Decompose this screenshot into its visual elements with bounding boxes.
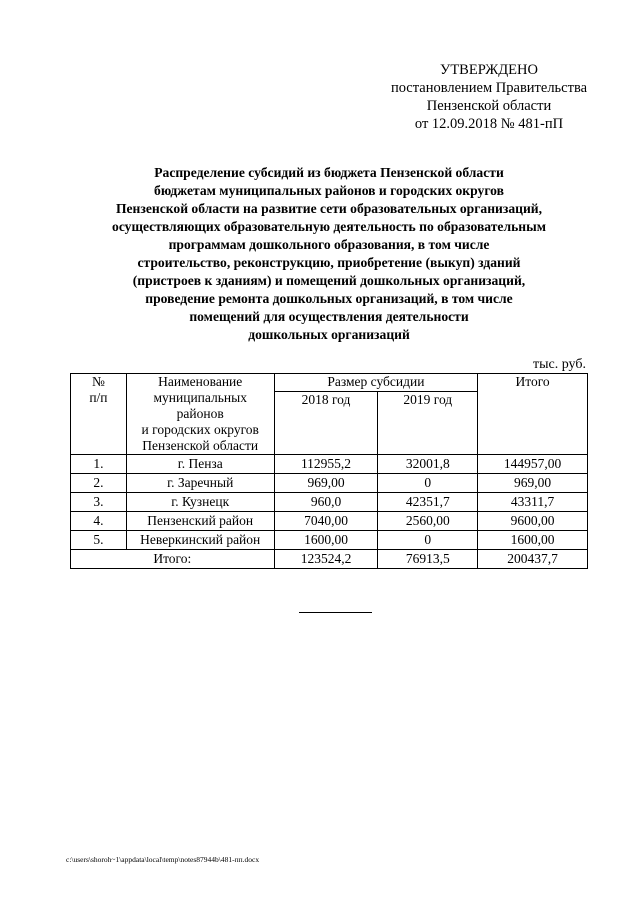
row-total: 144957,00 [478, 455, 588, 474]
row-total: 9600,00 [478, 512, 588, 531]
row-2018: 1600,00 [274, 531, 378, 550]
row-name: Неверкинский район [126, 531, 274, 550]
approval-line: Пензенской области [426, 98, 552, 114]
header-name: Наименование муниципальных районов и городских округов Пензенской области [126, 374, 274, 455]
table-row [71, 474, 588, 493]
subsidy-table [70, 373, 588, 569]
row-2019: 32001,8 [378, 455, 478, 474]
row-number: 1. [71, 455, 127, 474]
units-label: тыс. руб. [533, 357, 586, 372]
table-total-row [71, 550, 588, 569]
table-row [71, 455, 588, 474]
title-line: проведение ремонта дошкольных организаций, в том числе [145, 291, 513, 306]
document-title [70, 164, 588, 344]
row-number: 3. [71, 493, 127, 512]
row-2019: 2560,00 [378, 512, 478, 531]
row-2018: 7040,00 [274, 512, 378, 531]
header-total: Итого [478, 374, 588, 455]
row-total: 969,00 [478, 474, 588, 493]
table-header-row [71, 374, 588, 392]
title-line: помещений для осуществления деятельности [189, 309, 469, 324]
title-line: осуществляющих образовательную деятельность по образовательным [112, 219, 546, 234]
closing-rule [299, 612, 372, 613]
approval-line: постановлением Правительства [390, 80, 588, 96]
header-number: № п/п [71, 374, 127, 455]
approval-heading: УТВЕРЖДЕНО [440, 62, 538, 78]
row-2019: 0 [378, 531, 478, 550]
row-number: 5. [71, 531, 127, 550]
row-name: Пензенский район [126, 512, 274, 531]
row-total: 43311,7 [478, 493, 588, 512]
header-year-2019: 2019 год [378, 392, 478, 455]
table-row [71, 531, 588, 550]
title-line: бюджетам муниципальных районов и городских округов [154, 183, 504, 198]
approval-date-number: от 12.09.2018 № 481-пП [414, 116, 564, 132]
row-2018: 969,00 [274, 474, 378, 493]
total-2019: 76913,5 [378, 550, 478, 569]
row-2019: 0 [378, 474, 478, 493]
table-row [71, 493, 588, 512]
file-path-footer: c:\users\shoroh~1\appdata\local\temp\notes87944b\481-пп.docx [66, 855, 260, 864]
row-name: г. Пенза [126, 455, 274, 474]
row-number: 4. [71, 512, 127, 531]
total-2018: 123524,2 [274, 550, 378, 569]
title-line: строительство, реконструкцию, приобретение (выкуп) зданий [137, 255, 521, 270]
total-sum: 200437,7 [478, 550, 588, 569]
row-name: г. Кузнецк [126, 493, 274, 512]
row-number: 2. [71, 474, 127, 493]
row-total: 1600,00 [478, 531, 588, 550]
row-name: г. Заречный [126, 474, 274, 493]
title-line: (пристроев к зданиям) и помещений дошкольных организаций, [132, 273, 526, 288]
table-row [71, 512, 588, 531]
header-subsidy: Размер субсидии [274, 374, 478, 392]
row-2019: 42351,7 [378, 493, 478, 512]
row-2018: 112955,2 [274, 455, 378, 474]
approval-stamp [380, 61, 598, 133]
title-line: Распределение субсидий из бюджета Пензенской области [154, 165, 504, 180]
header-year-2018: 2018 год [274, 392, 378, 455]
title-line: Пензенской области на развитие сети образовательных организаций, [115, 201, 543, 216]
row-2018: 960,0 [274, 493, 378, 512]
total-label: Итого: [71, 550, 275, 569]
title-line: программам дошкольного образования, в том числе [168, 237, 490, 252]
title-line: дошкольных организаций [248, 327, 410, 342]
